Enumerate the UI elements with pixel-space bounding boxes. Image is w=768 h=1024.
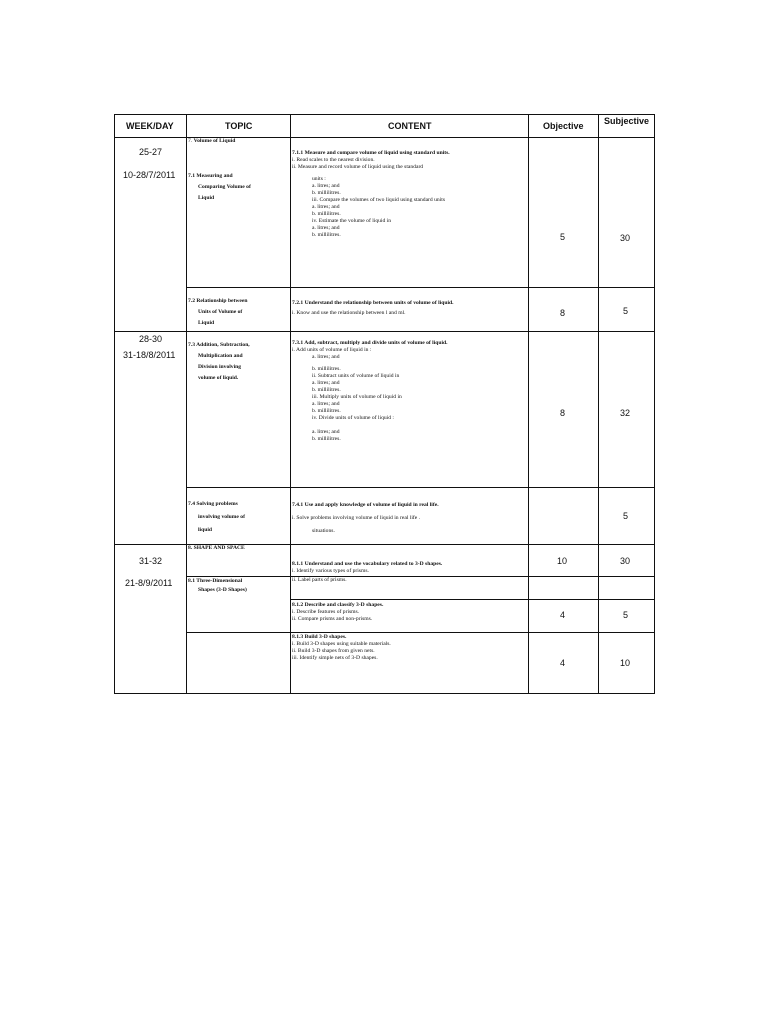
content-line: ii. Subtract units of volume of liquid in — [312, 373, 400, 379]
content-line: a. litres; and — [312, 354, 340, 360]
content-block-7-1 — [292, 150, 450, 239]
content-line: b. millilitres. — [312, 232, 341, 238]
objective-mark: 8 — [560, 408, 566, 418]
topic-line: 7.3 Addition, Subtraction, — [188, 342, 250, 348]
topic-line: liquid — [198, 527, 212, 533]
content-line: i. Solve problems involving volume of liquid in real life . — [292, 515, 421, 521]
row-divider — [114, 331, 655, 332]
content-line: ii. Label parts of prisms. — [292, 577, 347, 583]
content-line: a. litres; and — [312, 401, 340, 407]
content-block-8-1-3 — [292, 634, 391, 662]
content-line: b. millilitres. — [312, 366, 341, 372]
objective-mark: 4 — [560, 658, 566, 668]
week-range: 28-30 — [139, 334, 163, 344]
content-line: iv. Estimate the volume of liquid in — [312, 218, 392, 224]
topic-line: volume of liquid. — [198, 375, 239, 381]
learning-standard: 7.1.1 Measure and compare volume of liquid using standard units. — [292, 150, 450, 156]
learning-standard: 8.1.3 Build 3-D shapes. — [292, 634, 347, 640]
table-border-right — [654, 114, 655, 694]
content-line: a. litres; and — [312, 380, 340, 386]
content-line: b. millilitres. — [312, 190, 341, 196]
content-line: i. Add units of volume of liquid in : — [292, 347, 372, 353]
content-line: b. millilitres. — [312, 387, 341, 393]
content-line: b. millilitres. — [312, 211, 341, 217]
objective-mark: 5 — [560, 232, 566, 242]
topic-line: Multiplication and — [198, 353, 243, 359]
week-range: 31-32 — [139, 556, 163, 566]
content-line: iii. Identify simple nets of 3-D shapes. — [292, 655, 378, 661]
topic-line: Liquid — [198, 195, 215, 201]
column-divider-objective — [598, 114, 599, 694]
topic-line: 8.1 Three-Dimensional — [188, 578, 243, 584]
week-dates: 10-28/7/2011 — [123, 170, 176, 180]
content-block-8-1-2 — [292, 602, 383, 623]
content-line: ii. Compare prisms and non-prisms. — [292, 616, 373, 622]
content-line: i. Identify various types of prisms. — [292, 568, 369, 574]
header-topic: TOPIC — [225, 121, 253, 131]
content-line: i. Read scales to the nearest division. — [292, 157, 375, 163]
content-line: i. Describe features of prisms. — [292, 609, 360, 615]
week-dates: 31-18/8/2011 — [123, 350, 176, 360]
topic-line: 7.1 Measuring and — [188, 173, 233, 179]
column-divider-content — [528, 114, 529, 694]
topic-heading — [188, 138, 235, 145]
row-divider — [290, 599, 655, 600]
content-line: i. Know and use the relationship between l and ml. — [292, 310, 406, 316]
table-border-top — [114, 114, 655, 115]
learning-standard: 8.1.2 Describe and classify 3-D shapes. — [292, 602, 384, 608]
subjective-mark: 32 — [620, 408, 631, 418]
week-range: 25-27 — [139, 147, 163, 157]
column-divider-week — [186, 114, 187, 694]
topic-label: Volume of Liquid — [193, 138, 236, 144]
objective-mark: 10 — [557, 556, 568, 566]
subtopic-8-1 — [188, 577, 247, 595]
content-line: iii. Compare the volumes of two liquid using standard units — [312, 197, 445, 203]
content-block-7-4 — [292, 499, 439, 538]
content-line: a. litres; and — [312, 183, 340, 189]
topic-line: 7.4 Solving problems — [188, 501, 238, 507]
content-line: ii. Build 3-D shapes from given nets. — [292, 648, 375, 654]
topic-line: Comparing Volume of — [198, 184, 251, 190]
content-line: ii. Measure and record volume of liquid using the standard — [292, 164, 424, 170]
header-week-day: WEEK/DAY — [126, 121, 174, 131]
subjective-mark: 10 — [620, 658, 631, 668]
content-line: i. Build 3-D shapes using suitable materials. — [292, 641, 391, 647]
objective-mark: 8 — [560, 308, 566, 318]
subtopic-7-3 — [188, 340, 250, 384]
content-line: b. millilitres. — [312, 408, 341, 414]
learning-standard: 7.3.1 Add, subtract, multiply and divide units of volume of liquid. — [292, 340, 448, 346]
header-subjective: Subjective — [604, 116, 650, 126]
learning-standard: 7.4.1 Use and apply knowledge of volume of liquid in real life. — [292, 502, 439, 508]
content-block-8-1-1 — [292, 561, 442, 584]
row-divider — [186, 632, 655, 633]
subtopic-7-1 — [188, 171, 251, 204]
content-block-7-3 — [292, 340, 448, 443]
topic-line: Division involving — [198, 364, 242, 370]
week-dates: 21-8/9/2011 — [125, 578, 173, 588]
subtopic-7-4 — [188, 498, 245, 537]
subjective-mark: 30 — [620, 233, 631, 243]
content-line: iii. Multiply units of volume of liquid in — [312, 394, 402, 400]
row-divider — [186, 487, 655, 488]
header-content: CONTENT — [388, 121, 432, 131]
subjective-mark: 5 — [623, 511, 629, 521]
subjective-mark: 30 — [620, 556, 631, 566]
column-divider-topic — [290, 114, 291, 694]
subjective-mark: 5 — [623, 610, 629, 620]
topic-heading: 8. SHAPE AND SPACE — [188, 545, 245, 551]
table-border-bottom — [114, 693, 655, 694]
subtopic-7-2 — [188, 296, 248, 329]
topic-line: Liquid — [198, 320, 215, 326]
objective-mark: 4 — [560, 610, 566, 620]
subjective-mark: 5 — [623, 306, 629, 316]
header-objective: Objective — [543, 121, 584, 131]
learning-standard: 7.2.1 Understand the relationship between units of volume of liquid. — [292, 300, 454, 306]
content-line: situations. — [312, 528, 335, 534]
topic-line: Shapes (3-D Shapes) — [198, 587, 247, 593]
row-divider — [186, 287, 655, 288]
topic-line: involving volume of — [198, 514, 245, 520]
content-line: a. litres; and — [312, 429, 340, 435]
content-block-7-2 — [292, 298, 454, 318]
content-line: a. litres; and — [312, 204, 340, 210]
topic-line: 7.2 Relationship between — [188, 298, 248, 304]
table-border-left — [114, 114, 115, 694]
content-line: iv. Divide units of volume of liquid : — [312, 415, 394, 421]
topic-line: Units of Volume of — [198, 309, 243, 315]
content-line: units : — [312, 176, 326, 182]
content-line: a. litres; and — [312, 225, 340, 231]
learning-standard: 8.1.1 Understand and use the vocabulary related to 3-D shapes. — [292, 561, 443, 567]
content-line: b. millilitres. — [312, 436, 341, 442]
topic-number: 7. — [188, 138, 194, 144]
